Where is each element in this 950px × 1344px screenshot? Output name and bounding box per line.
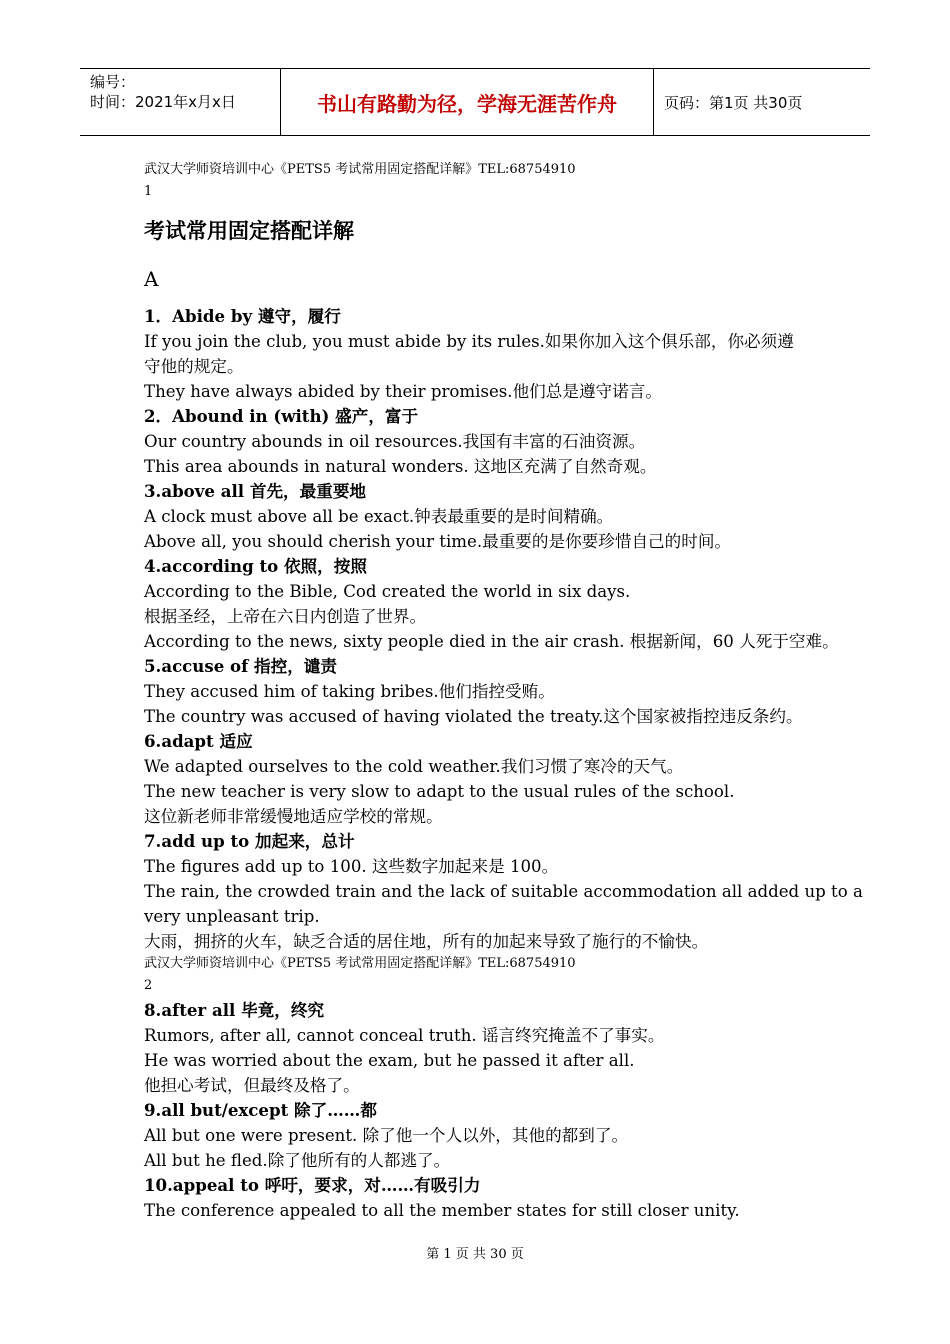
- entry-text: He was worried about the exam, but he passed it after all.: [144, 1051, 635, 1070]
- entry-list-2: [144, 998, 834, 1223]
- entry-text: The figures add up to 100. 这些数字加起来是 100。: [144, 857, 559, 876]
- section-letter: A: [144, 267, 159, 291]
- entry-text: A clock must above all be exact.钟表最重要的是时间精确。: [144, 507, 614, 526]
- page-number-marker: 1: [144, 184, 153, 199]
- entry-text: 守他的规定。: [144, 357, 244, 376]
- entry-text: All but one were present. 除了他一个人以外，其他的都到了。: [144, 1126, 629, 1145]
- entry-text: If you join the club, you must abide by its rules.如果你加入这个俱乐部，你必须遵: [144, 332, 794, 351]
- header-page-info: 页码：第1页 共30页: [664, 93, 803, 112]
- entry-heading: 9.all but/except 除了……都: [144, 1100, 377, 1120]
- entry-list-1: [144, 304, 863, 954]
- header-motto: 书山有路勤为径，学海无涯苦作舟: [281, 69, 654, 135]
- entry-text: 根据圣经，上帝在六日内创造了世界。: [144, 607, 427, 626]
- entry-text: According to the Bible, Cod created the world in six days.: [144, 582, 631, 601]
- source-note: 武汉大学师资培训中心《PETS5 考试常用固定搭配详解》TEL:68754910: [144, 162, 576, 177]
- document-body: [144, 160, 863, 1223]
- entry-heading: 4.according to 依照，按照: [144, 556, 367, 576]
- entry-heading: 2．Abound in (with) 盛产，富于: [144, 406, 419, 426]
- entry-text: 大雨，拥挤的火车，缺乏合适的居住地，所有的加起来导致了施行的不愉快。: [144, 932, 709, 951]
- entry-heading: 6.adapt 适应: [144, 731, 253, 751]
- entry-text: This area abounds in natural wonders. 这地区充满了自然奇观。: [144, 457, 657, 476]
- source-note: 武汉大学师资培训中心《PETS5 考试常用固定搭配详解》TEL:68754910: [144, 956, 576, 971]
- date-label: 时间：2021年x月x日: [90, 93, 236, 111]
- entry-text: The conference appealed to all the member states for still closer unity.: [144, 1201, 740, 1220]
- entry-text: We adapted ourselves to the cold weather.我们习惯了寒冷的天气。: [144, 757, 684, 776]
- page-footer: 第 1 页 共 30 页: [426, 1247, 524, 1262]
- entry-text: 这位新老师非常缓慢地适应学校的常规。: [144, 807, 443, 826]
- entry-text: The rain, the crowded train and the lack of suitable accommodation all added up to a: [144, 882, 863, 901]
- entry-heading: 5.accuse of 指控，谴责: [144, 656, 337, 676]
- entry-text: very unpleasant trip.: [144, 907, 320, 926]
- entry-text: They have always abided by their promises.他们总是遵守诺言。: [144, 382, 662, 401]
- entry-heading: 8.after all 毕竟，终究: [144, 1000, 325, 1020]
- code-label: 编号：: [90, 73, 136, 91]
- document-header: [80, 68, 870, 136]
- entry-text: All but he fled.除了他所有的人都逃了。: [144, 1151, 451, 1170]
- page-title: 考试常用固定搭配详解: [144, 219, 354, 243]
- entry-heading: 1．Abide by 遵守，履行: [144, 306, 341, 326]
- entry-text: Rumors, after all, cannot conceal truth. 谣言终究掩盖不了事实。: [144, 1026, 665, 1045]
- entry-text: The country was accused of having violated the treaty.这个国家被指控违反条约。: [144, 707, 803, 726]
- entry-text: The new teacher is very slow to adapt to the usual rules of the school.: [144, 782, 735, 801]
- entry-text: 他担心考试，但最终及格了。: [144, 1076, 360, 1095]
- header-meta: [80, 69, 281, 135]
- entry-text: Our country abounds in oil resources.我国有丰富的石油资源。: [144, 432, 646, 451]
- entry-text: According to the news, sixty people died in the air crash. 根据新闻，60 人死于空难。: [144, 632, 839, 651]
- entry-heading: 7.add up to 加起来，总计: [144, 831, 355, 851]
- entry-text: They accused him of taking bribes.他们指控受贿。: [144, 682, 555, 701]
- entry-heading: 10.appeal to 呼吁，要求，对……有吸引力: [144, 1175, 481, 1195]
- entry-heading: 3.above all 首先，最重要地: [144, 481, 367, 501]
- entry-text: Above all, you should cherish your time.最重要的是你要珍惜自己的时间。: [144, 532, 732, 551]
- page-number-marker: 2: [144, 978, 153, 993]
